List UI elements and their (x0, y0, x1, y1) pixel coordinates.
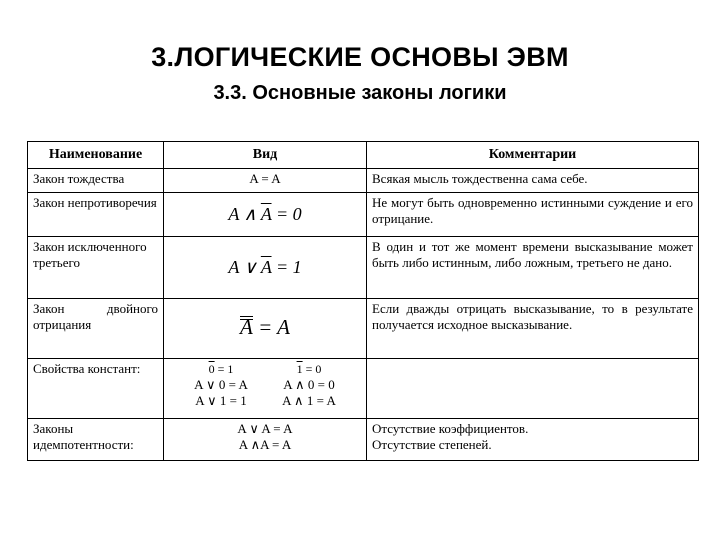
law-name: Законы идемпотентности: (28, 419, 164, 461)
law-formula (164, 419, 367, 461)
formula-part: = 1 (271, 256, 302, 277)
law-comment: Если дважды отрицать высказывание, то в результате получается исходное высказывание. (367, 299, 699, 359)
header-comment: Комментарии (367, 142, 699, 169)
table-row (28, 193, 699, 237)
table-row (28, 237, 699, 299)
header-form: Вид (164, 142, 367, 169)
formula-part: = A (252, 315, 290, 339)
laws-table (27, 141, 699, 461)
law-name: Закон двойного отрицания (28, 299, 164, 359)
constants-and-column (282, 361, 336, 409)
law-comment: В один и тот же момент времени высказывание может быть либо истинным, либо ложным, третьего не дано. (367, 237, 699, 299)
formula-part: A ∨ (228, 256, 261, 277)
negated-constant: 1 (296, 362, 303, 376)
formula-part: = 0 (271, 203, 302, 224)
table-row (28, 359, 699, 419)
formula-part: = 1 (214, 362, 234, 376)
formula-line: A ∧ 1 = A (282, 393, 336, 408)
constants-or-column (194, 361, 248, 409)
law-comment: Всякая мысль тождественна сама себе. (367, 169, 699, 193)
law-formula (164, 193, 367, 237)
law-formula (164, 359, 367, 419)
formula-part: = 0 (302, 362, 322, 376)
table-row (28, 169, 699, 193)
table-header-row (28, 142, 699, 169)
law-comment: Не могут быть одновременно истинными суждение и его отрицание. (367, 193, 699, 237)
header-name: Наименование (28, 142, 164, 169)
law-formula (164, 299, 367, 359)
negated-constant: 0 (208, 362, 215, 376)
negated-operand: $\overline{A}$ (260, 203, 272, 224)
law-name: Свойства констант: (28, 359, 164, 419)
table-row (28, 299, 699, 359)
formula-line: A ∧ 0 = 0 (283, 377, 335, 392)
law-comment (367, 419, 699, 461)
formula-line: A ∨ 0 = A (194, 377, 248, 392)
formula-part: A ∧ (228, 203, 261, 224)
law-name: Закон тождества (28, 169, 164, 193)
slide-subtitle: 3.3. Основные законы логики (213, 82, 507, 104)
formula-line: A ∧A = A (238, 437, 292, 452)
negated-operand: $\overline{A}$ (260, 256, 272, 277)
law-name: Закон непротиворечия (28, 193, 164, 237)
comment-line: Отсутствие степеней. (372, 437, 492, 452)
formula-line: A ∨ A = A (237, 421, 293, 436)
law-comment (367, 359, 699, 419)
formula-line: A ∨ 1 = 1 (195, 393, 247, 408)
law-name: Закон исключенного третьего (28, 237, 164, 299)
slide-title: 3.ЛОГИЧЕСКИЕ ОСНОВЫ ЭВМ (151, 42, 569, 72)
comment-line: Отсутствие коэффициентов. (372, 421, 529, 436)
table-row (28, 419, 699, 461)
law-formula: A = A (164, 169, 367, 193)
law-formula (164, 237, 367, 299)
double-negated-operand: A (240, 315, 253, 339)
